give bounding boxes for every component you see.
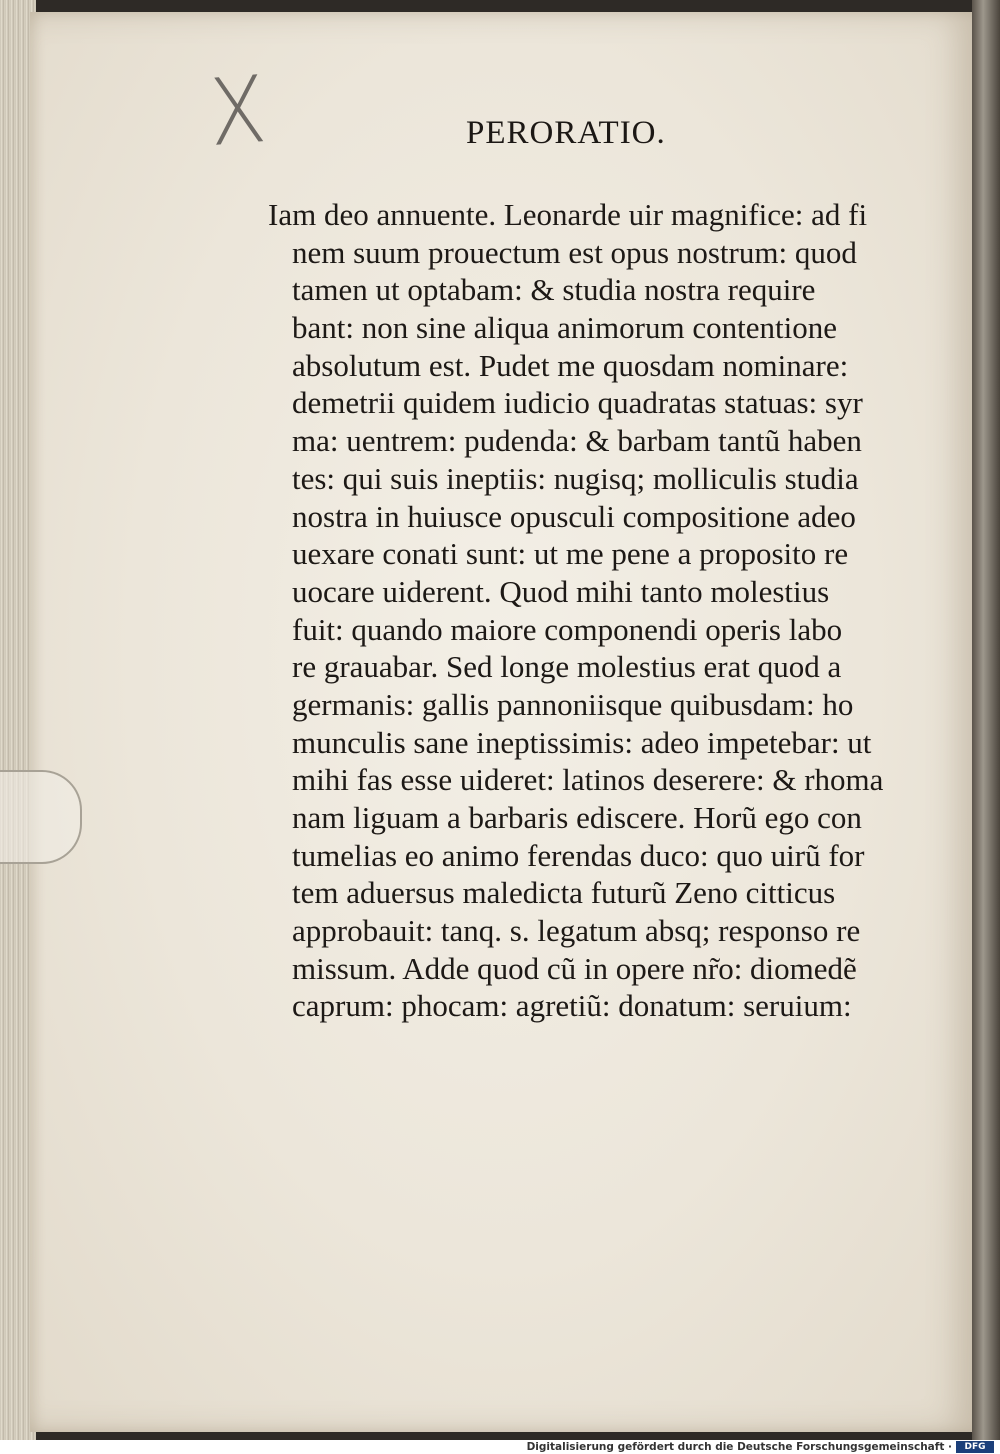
text-line: approbauit: tanq. s. legatum absq; responso re [292,913,861,949]
text-line: Iam deo annuente. Leonarde uir magnifice: ad fi [268,197,868,232]
text-line: caprum: phocam: agretiũ: donatum: seruium: [292,988,852,1024]
marginal-mark: X [205,55,270,168]
text-line: fuit: quando maiore componendi operis labo [292,611,843,647]
text-line: munculis sane ineptissimis: adeo impetebar: ut [292,724,872,760]
text-line: demetrii quidem iudicio quadratas statuas: syr [292,385,863,421]
text-line: tem aduersus maledicta futurũ Zeno citticus [292,875,836,911]
text-line: missum. Adde quod cũ in opere nr̃o: diomedẽ [292,950,857,986]
page-heading: PERORATIO. [466,115,666,151]
text-line: nem suum prouectum est opus nostrum: quod [292,234,857,270]
dfg-logo: DFG [956,1441,994,1453]
text-line: ma: uentrem: pudenda: & barbam tantũ haben [292,423,862,459]
bookmark-tab [0,770,82,864]
book-gutter [972,0,1000,1440]
text-line: absolutum est. Pudet me quosdam nominare: [292,347,849,383]
text-line: uexare conati sunt: ut me pene a proposito re [292,536,849,572]
footer-bar [0,1440,1000,1454]
text-line: germanis: gallis pannoniisque quibusdam: ho [292,686,854,722]
text-line: tamen ut optabam: & studia nostra require [292,272,816,308]
text-line: bant: non sine aliqua animorum contentione [292,310,837,346]
text-line: nam liguam a barbaris ediscere. Horũ ego con [292,800,862,835]
text-line: re grauabar. Sed longe molestius erat quod a [292,649,842,685]
text-line: uocare uiderent. Quod mihi tanto molestius [292,573,830,609]
text-line: tes: qui suis ineptiis: nugisq; molliculis studia [292,460,859,496]
funding-credit: Digitalisierung gefördert durch die Deutsche Forschungsgemeinschaft · [526,1441,952,1453]
body-text [268,196,888,1025]
text-line: mihi fas esse uideret: latinos deserere: & rhoma [292,762,884,798]
text-line: tumelias eo animo ferendas duco: quo uirũ for [292,837,865,873]
text-line: nostra in huiusce opusculi compositione adeo [292,498,856,534]
